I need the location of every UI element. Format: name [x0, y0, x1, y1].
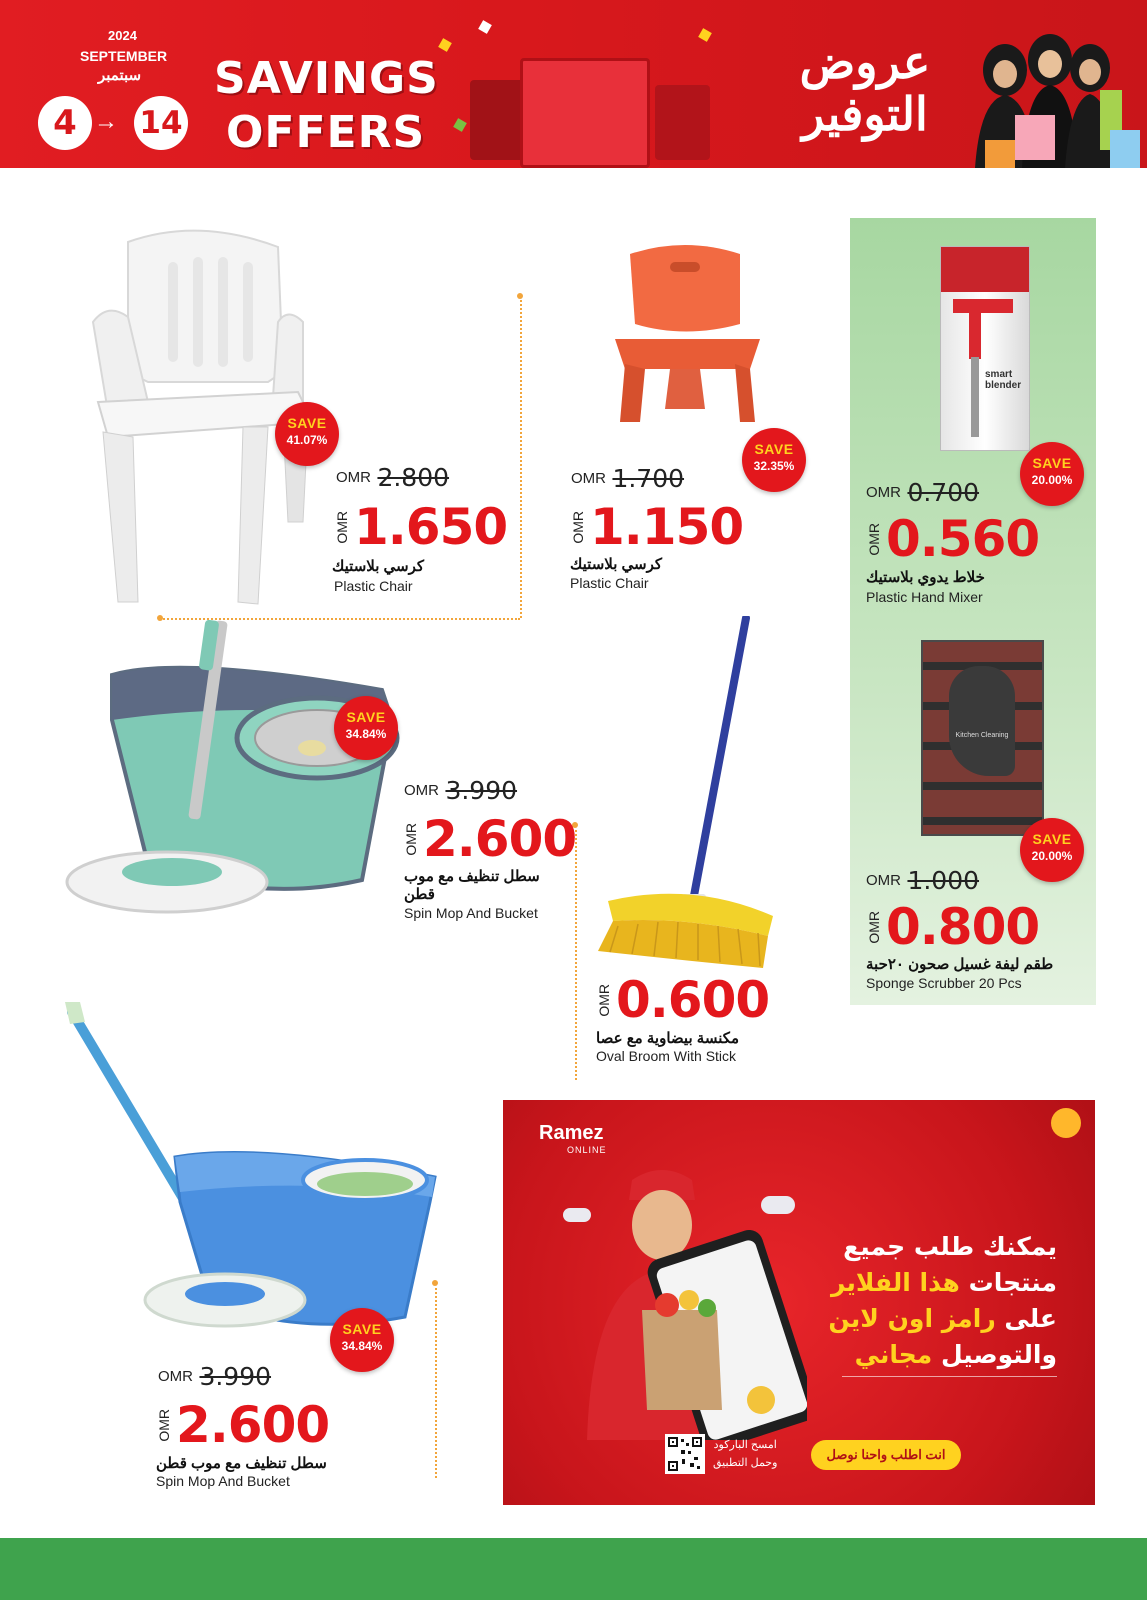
currency: OMR [866, 522, 882, 556]
confetti-icon [478, 20, 492, 34]
qr-line-2: وحمل التطبيق [713, 1457, 778, 1469]
brand-logo-sub: ONLINE [567, 1145, 607, 1155]
old-price [336, 463, 449, 492]
new-price-value: 2.600 [423, 810, 577, 868]
promo-text: على [995, 1304, 1057, 1333]
date-from: 4 [38, 96, 92, 150]
currency: OMR [866, 484, 901, 501]
product-name-ar: سطل تنظيف مع موب قطن [156, 1455, 327, 1472]
title-line1: SAVINGS [214, 53, 439, 104]
page-title [214, 52, 439, 160]
new-price-value: 0.560 [886, 510, 1040, 568]
new-price [866, 898, 1039, 956]
old-price [866, 478, 979, 507]
save-percent: 32.35% [753, 459, 795, 473]
currency: OMR [866, 872, 901, 889]
old-price-value: 1.700 [612, 464, 685, 493]
mixer-body-icon [969, 309, 981, 359]
promo-line-3 [828, 1304, 1057, 1333]
promo-highlight: رامز اون لاين [828, 1304, 996, 1333]
product-name-ar: مكنسة بيضاوية مع عصا [596, 1030, 740, 1047]
currency: OMR [403, 822, 419, 856]
qr-code-icon[interactable] [665, 1434, 705, 1474]
confetti-icon [438, 38, 452, 52]
save-percent: 20.00% [1031, 849, 1073, 863]
save-label: SAVE [754, 441, 794, 457]
save-badge [275, 402, 339, 466]
product-name-en: Sponge Scrubber 20 Pcs [866, 975, 1022, 991]
shopping-bag-icon [520, 58, 650, 168]
box-label [985, 369, 1021, 391]
old-price-value: 0.700 [907, 478, 980, 507]
save-label: SAVE [1032, 455, 1072, 471]
title-line2: OFFERS [226, 107, 426, 158]
qr-instructions [713, 1436, 777, 1472]
arrow-right-icon: → [94, 108, 118, 135]
save-label: SAVE [1032, 831, 1072, 847]
divider-dot [517, 293, 523, 299]
product-name-en: Spin Mop And Bucket [404, 905, 538, 921]
product-name-ar: كرسي بلاستيك [570, 556, 663, 573]
brand-logo: Ramez [539, 1122, 604, 1144]
new-price-value: 0.600 [616, 971, 770, 1029]
old-price [158, 1362, 271, 1391]
promo-line-1: يمكنك طلب جميع [843, 1232, 1057, 1261]
save-label: SAVE [287, 415, 327, 431]
sponge-scrubber-image [921, 640, 1044, 836]
promo-highlight: مجاني [854, 1340, 933, 1369]
spin-mop-bucket-image [60, 1002, 445, 1342]
delivery-man-image [547, 1160, 807, 1440]
save-percent: 34.84% [341, 1339, 383, 1353]
save-badge [334, 696, 398, 760]
old-price-value: 3.990 [199, 1362, 272, 1391]
currency: OMR [404, 782, 439, 799]
product-name-en: Oval Broom With Stick [596, 1048, 737, 1064]
divider [842, 1376, 1057, 1377]
save-badge [742, 428, 806, 492]
product-name-en: Plastic Hand Mixer [866, 589, 983, 605]
confetti-icon [453, 118, 467, 132]
box-label-line1: smart [985, 369, 1013, 380]
new-price-value: 1.150 [590, 498, 744, 556]
currency: OMR [156, 1408, 172, 1442]
save-badge [1020, 818, 1084, 882]
save-badge [1020, 442, 1084, 506]
shoppers-image [960, 30, 1140, 168]
new-price [570, 498, 743, 556]
currency: OMR [866, 910, 882, 944]
page-title-ar [770, 36, 960, 140]
qr-line-1: امسح الباركود [713, 1439, 777, 1451]
currency: OMR [158, 1368, 193, 1385]
whisk-icon [971, 357, 979, 437]
old-price [404, 776, 517, 805]
old-price [866, 866, 979, 895]
promo-text: منتجات [959, 1268, 1057, 1297]
promo-line-4 [855, 1340, 1057, 1369]
divider [520, 296, 522, 618]
product-name-en: Plastic Chair [570, 575, 649, 591]
stripe [923, 817, 1042, 825]
box-band [941, 247, 1029, 292]
spin-mop-bucket-image [62, 620, 422, 930]
new-price [156, 1396, 329, 1454]
new-price-value: 0.800 [886, 898, 1040, 956]
promo-highlight: هذا الفلاير [830, 1268, 960, 1297]
currency: OMR [596, 983, 612, 1017]
new-price [596, 971, 769, 1029]
product-name-en: Plastic Chair [334, 578, 413, 594]
currency: OMR [570, 510, 586, 544]
save-label: SAVE [342, 1321, 382, 1337]
hand-mixer-image [940, 246, 1030, 451]
date-year: 2024 [108, 28, 137, 43]
orange-chair-image [610, 244, 765, 424]
new-price-value: 1.650 [354, 498, 508, 556]
product-name-ar: كرسي بلاستيك [332, 558, 425, 575]
order-tagline-button[interactable]: انت اطلب واحنا نوصل [811, 1440, 961, 1470]
save-label: SAVE [346, 709, 386, 725]
oval-broom-image [598, 616, 788, 972]
save-percent: 34.84% [345, 727, 387, 741]
product-name-ar: خلاط يدوي بلاستيك [866, 569, 985, 586]
confetti-icon [698, 28, 712, 42]
save-percent: 41.07% [286, 433, 328, 447]
emoji-icon [1051, 1108, 1081, 1138]
title-ar-line2: التوفير [802, 87, 928, 141]
old-price-value: 2.800 [377, 463, 450, 492]
save-percent: 20.00% [1031, 473, 1073, 487]
old-price [571, 464, 684, 493]
date-month-ar: سبتمبر [98, 67, 142, 84]
footer-bar [0, 1538, 1147, 1600]
save-badge [330, 1308, 394, 1372]
old-price-value: 1.000 [907, 866, 980, 895]
currency: OMR [571, 470, 606, 487]
new-price [866, 510, 1039, 568]
header-banner [0, 0, 1147, 168]
new-price-value: 2.600 [176, 1396, 330, 1454]
promo-line-2 [831, 1268, 1057, 1297]
currency: OMR [336, 469, 371, 486]
stripe [923, 782, 1042, 790]
promo-text: والتوصيل [932, 1340, 1057, 1369]
product-name-ar: سطل تنظيف مع موب قطن [404, 868, 540, 903]
product-name-en: Spin Mop And Bucket [156, 1473, 290, 1489]
mixer-handle-icon [953, 299, 1013, 313]
package-label: Kitchen Cleaning [949, 666, 1015, 776]
date-month: SEPTEMBER [80, 48, 168, 64]
product-name-ar: طقم ليفة غسيل صحون ٢٠حبة [866, 956, 1054, 973]
box-label-line2: blender [985, 380, 1022, 391]
ramez-online-banner[interactable] [503, 1100, 1095, 1505]
currency: OMR [334, 510, 350, 544]
title-ar-line1: عروض [799, 35, 931, 89]
shopping-bag-icon [655, 85, 710, 160]
new-price [403, 810, 576, 868]
new-price [334, 498, 507, 556]
date-to: 14 [134, 96, 188, 150]
old-price-value: 3.990 [445, 776, 518, 805]
